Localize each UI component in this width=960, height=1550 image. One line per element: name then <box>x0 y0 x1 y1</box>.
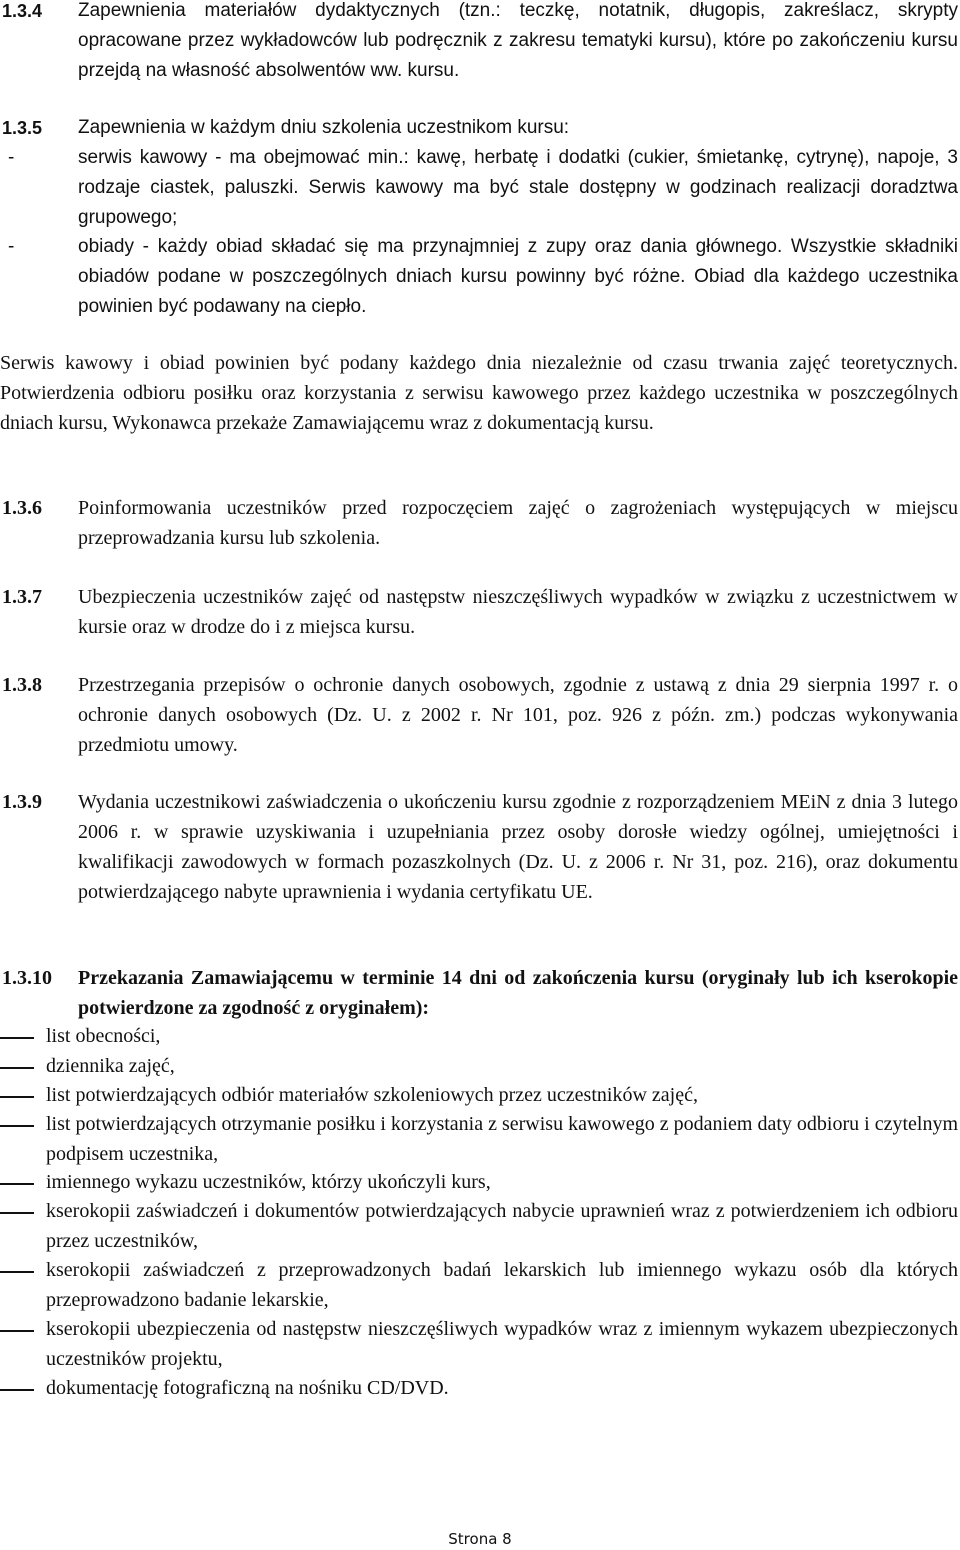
section-number: 1.3.5 <box>2 118 43 138</box>
list-bullet <box>0 1067 34 1069</box>
dash-marker: - <box>8 147 15 168</box>
section-text: Ubezpieczenia uczestników zajęć od następstw nieszczęśliwych wypadków w związku z uczestnictwem w kursie oraz w drodze do i z miejsca kursu. <box>78 586 958 638</box>
list-bullet <box>0 1271 34 1273</box>
list-bullet <box>0 1330 34 1332</box>
list-item-text: list obecności, <box>46 1025 161 1047</box>
list-item-text: kserokopii ubezpieczenia od następstw nieszczęśliwych wypadków wraz z imiennym wykazem ubezpieczonych uczestników projektu, <box>46 1318 958 1370</box>
list-item-text: list potwierdzających otrzymanie posiłku i korzystania z serwisu kawowego z podaniem daty odbioru i czytelnym podpisem uczestnika, <box>46 1113 958 1165</box>
list-bullet <box>0 1125 34 1127</box>
section-number: 1.3.7 <box>2 586 42 608</box>
section-number: 1.3.6 <box>2 497 42 519</box>
section-text: Zapewnienia w każdym dniu szkolenia uczestnikom kursu: <box>78 117 570 138</box>
list-item-text: kserokopii zaświadczeń i dokumentów potwierdzających nabycie uprawnień wraz z potwierdzeniem ich odbioru przez uczestników, <box>46 1200 958 1252</box>
list-item-text: kserokopii zaświadczeń z przeprowadzonych badań lekarskich lub imiennego wykazu osób dla których przeprowadzono badanie lekarskie, <box>46 1259 958 1311</box>
section-number: 1.3.4 <box>2 1 43 21</box>
dash-marker: - <box>8 236 15 257</box>
list-bullet <box>0 1096 34 1098</box>
list-bullet <box>0 1212 34 1214</box>
section-text: Zapewnienia materiałów dydaktycznych (tzn.: teczkę, notatnik, długopis, zakreślacz, skrypty opracowane przez wykładowców lub podręcznik z zakresu tematyki kursu), które po zakończeniu kursu przejdą na własność absolwentów ww. kursu. <box>78 0 958 81</box>
list-item-text: serwis kawowy - ma obejmować min.: kawę, herbatę i dodatki (cukier, śmietankę, cytrynę), napoje, 3 rodzaje ciastek, paluszki. Serwis kawowy ma być stale dostępny w godzinach realizacji doradztwa grupowego; <box>78 147 958 228</box>
section-number: 1.3.10 <box>2 967 52 989</box>
paragraph-coffee-lunch-note: Serwis kawowy i obiad powinien być podany każdego dnia niezależnie od czasu trwania zajęć teoretycznych. Potwierdzenia odbioru posiłku oraz korzystania z serwisu kawowego przez każdego uczestnika w poszczególnych dniach kursu, Wykonawca przekaże Zamawiającemu wraz z dokumentacją kursu. <box>0 352 958 434</box>
section-number: 1.3.8 <box>2 674 42 696</box>
section-number: 1.3.9 <box>2 791 42 813</box>
section-text: Przestrzegania przepisów o ochronie danych osobowych, zgodnie z ustawą z dnia 29 sierpnia 1997 r. o ochronie danych osobowych (Dz. U. z 2002 r. Nr 101, poz. 926 z późn. zm.) podczas wykonywania przedmiotu umowy. <box>78 674 958 756</box>
list-item-text: dokumentację fotograficzną na nośniku CD/DVD. <box>46 1377 449 1399</box>
list-item-text: imiennego wykazu uczestników, którzy ukończyli kurs, <box>46 1171 491 1193</box>
list-item-text: obiady - każdy obiad składać się ma przynajmniej z zupy oraz dania głównego. Wszystkie składniki obiadów podane w poszczególnych dniach kursu powinny być różne. Obiad dla każdego uczestnika powinien być podawany na ciepło. <box>78 236 958 317</box>
section-text: Wydania uczestnikowi zaświadczenia o ukończeniu kursu zgodnie z rozporządzeniem MEiN z dnia 3 lutego 2006 r. w sprawie uzyskiwania i uzupełniania przez osoby dorosłe wiedzy ogólnej, umiejętności i kwalifikacji zawodowych w formach pozaszkolnych (Dz. U. z 2006 r. Nr 31, poz. 216), oraz dokumentu potwierdzającego nabyte uprawnienia i wydania certyfikatu UE. <box>78 791 958 903</box>
list-item-text: dziennika zajęć, <box>46 1055 175 1077</box>
list-item-text: list potwierdzających odbiór materiałów szkoleniowych przez uczestników zajęć, <box>46 1084 698 1106</box>
list-bullet <box>0 1389 34 1391</box>
list-bullet <box>0 1183 34 1185</box>
section-text: Przekazania Zamawiającemu w terminie 14 dni od zakończenia kursu (oryginały lub ich kserokopie potwierdzone za zgodność z oryginałem): <box>78 967 958 1019</box>
section-text: Poinformowania uczestników przed rozpoczęciem zajęć o zagrożeniach występujących w miejscu przeprowadzania kursu lub szkolenia. <box>78 497 958 549</box>
list-bullet <box>0 1037 34 1039</box>
page-number-footer: Strona 8 <box>448 1530 512 1548</box>
